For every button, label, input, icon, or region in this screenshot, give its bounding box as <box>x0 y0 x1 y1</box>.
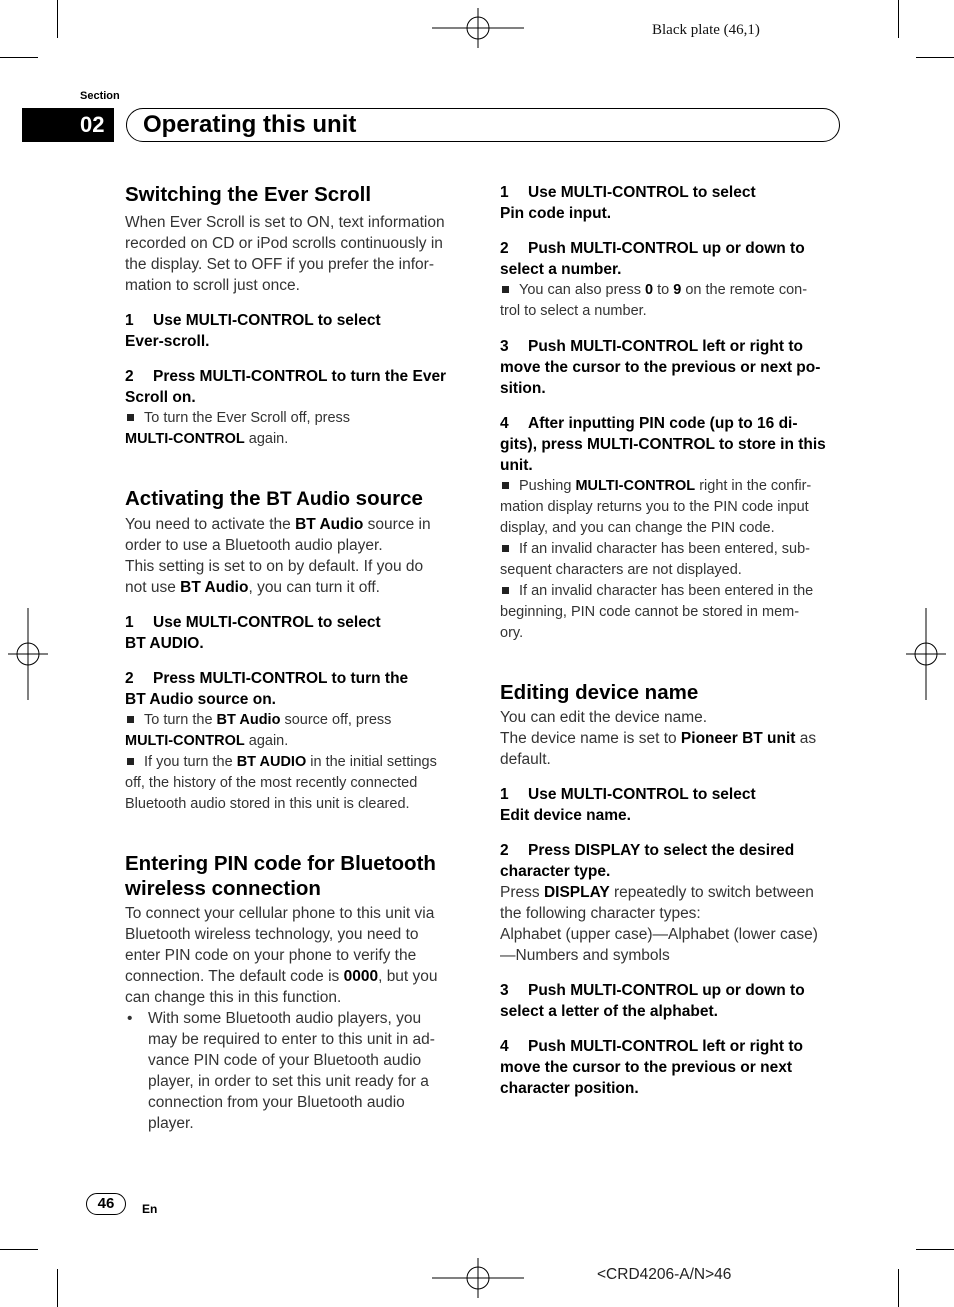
square-bullet-icon <box>127 716 134 723</box>
section-label: Section <box>80 90 120 102</box>
list-item-cont: connection from your Bluetooth audio <box>148 1094 405 1111</box>
body-line: Press DISPLAY repeatedly to switch between <box>500 884 814 901</box>
note-pin-3-cont: ory. <box>500 625 524 641</box>
step-name-3-cont: select a letter of the alphabet. <box>500 1003 718 1020</box>
heading-ever-scroll: Switching the Ever Scroll <box>125 183 372 206</box>
heading-edit-device-name: Editing device name <box>500 681 699 704</box>
step-name-2-cont: character type. <box>500 863 611 880</box>
step-ever-scroll-1: 1 Use MULTI-CONTROL to select <box>125 312 381 329</box>
heading-pin-code: Entering PIN code for Bluetooth <box>125 852 436 875</box>
registration-mark-icon <box>8 608 48 700</box>
registration-mark-icon <box>906 608 946 700</box>
step-name-1-cont: Edit device name. <box>500 807 631 824</box>
step-pin-2: 2 Push MULTI-CONTROL up or down to <box>500 240 805 257</box>
bullet-dot-icon: • <box>127 1010 133 1027</box>
step-name-1: 1 Use MULTI-CONTROL to select <box>500 786 756 803</box>
body-line: When Ever Scroll is set to ON, text information <box>125 214 445 231</box>
crop-mark <box>57 1269 58 1307</box>
crop-mark <box>57 0 58 38</box>
crop-mark <box>898 0 899 38</box>
language-label: En <box>142 1202 158 1216</box>
note-pin-1-cont: mation display returns you to the PIN code input <box>500 499 809 515</box>
step-name-3: 3 Push MULTI-CONTROL up or down to <box>500 982 805 999</box>
heading-pin-code-cont: wireless connection <box>125 877 321 900</box>
page-number: 46 <box>86 1193 126 1215</box>
step-bt-audio-1: 1 Use MULTI-CONTROL to select <box>125 614 381 631</box>
step-pin-4-cont: gits), press MULTI-CONTROL to store in this <box>500 436 826 453</box>
body-line: enter PIN code on your phone to verify the <box>125 947 417 964</box>
section-number: 02 <box>22 108 114 142</box>
note-bt-audio-1-cont: MULTI-CONTROL again. <box>125 733 289 749</box>
note-bt-audio-2: If you turn the BT AUDIO in the initial settings <box>125 752 469 773</box>
crop-mark <box>0 57 38 58</box>
square-bullet-icon <box>502 545 509 552</box>
list-item-cont: player, in order to set this unit ready for a <box>148 1073 429 1090</box>
body-line: mation to scroll just once. <box>125 277 300 294</box>
body-line: —Numbers and symbols <box>500 947 670 964</box>
step-name-2: 2 Press DISPLAY to select the desired <box>500 842 795 859</box>
step-pin-3: 3 Push MULTI-CONTROL left or right to <box>500 338 803 355</box>
step-ever-scroll-2: 2 Press MULTI-CONTROL to turn the Ever <box>125 368 447 385</box>
note-ever-scroll: To turn the Ever Scroll off, press <box>125 408 469 429</box>
step-pin-3-cont: sition. <box>500 380 546 397</box>
body-line: To connect your cellular phone to this unit via <box>125 905 435 922</box>
crop-mark <box>916 1249 954 1250</box>
body-line: order to use a Bluetooth audio player. <box>125 537 383 554</box>
body-line: the following character types: <box>500 905 701 922</box>
right-column <box>500 182 845 1099</box>
note-pin-number-cont: trol to select a number. <box>500 303 647 319</box>
registration-mark-icon <box>432 8 524 48</box>
step-bt-audio-2: 2 Press MULTI-CONTROL to turn the <box>125 670 409 687</box>
step-pin-1-cont: Pin code input. <box>500 205 612 222</box>
body-line: the display. Set to OFF if you prefer the infor- <box>125 256 434 273</box>
step-pin-3-cont: move the cursor to the previous or next po- <box>500 359 821 376</box>
crop-mark <box>0 1249 38 1250</box>
body-line: Bluetooth wireless technology, you need to <box>125 926 419 943</box>
square-bullet-icon <box>502 286 509 293</box>
step-name-4-cont: move the cursor to the previous or next <box>500 1059 792 1076</box>
list-item: • With some Bluetooth audio players, you <box>127 1010 422 1027</box>
section-title: Operating this unit <box>143 111 357 138</box>
note-pin-number: You can also press 0 to 9 on the remote con- <box>500 280 845 301</box>
note-bt-audio-2-cont: off, the history of the most recently connected <box>125 775 418 791</box>
square-bullet-icon <box>127 758 134 765</box>
note-pin-1-cont: display, and you can change the PIN code. <box>500 520 775 536</box>
step-ever-scroll-1-cont: Ever-scroll. <box>125 333 210 350</box>
body-line: The device name is set to Pioneer BT unit as <box>500 730 817 747</box>
note-bt-audio-2-cont: Bluetooth audio stored in this unit is cleared. <box>125 796 410 812</box>
crop-mark <box>898 1269 899 1307</box>
body-line: connection. The default code is 0000, but you <box>125 968 438 985</box>
note-pin-1: Pushing MULTI-CONTROL right in the confir- <box>500 476 845 497</box>
step-name-4: 4 Push MULTI-CONTROL left or right to <box>500 1038 803 1055</box>
body-line: recorded on CD or iPod scrolls continuously in <box>125 235 443 252</box>
heading-bt-audio: Activating the BT Audio source <box>125 487 423 510</box>
note-pin-2: If an invalid character has been entered, sub- <box>500 539 845 560</box>
plate-label: Black plate (46,1) <box>652 22 760 38</box>
body-line: default. <box>500 751 551 768</box>
step-pin-4-cont: unit. <box>500 457 533 474</box>
step-pin-4: 4 After inputting PIN code (up to 16 di- <box>500 415 798 432</box>
registration-mark-icon <box>432 1258 524 1298</box>
left-column <box>125 182 469 1134</box>
note-pin-3: If an invalid character has been entered in the <box>500 581 845 602</box>
body-line: not use BT Audio, you can turn it off. <box>125 579 380 596</box>
note-bt-audio-1: To turn the BT Audio source off, press <box>125 710 469 731</box>
note-ever-scroll-cont: MULTI-CONTROL again. <box>125 431 289 447</box>
body-line: This setting is set to on by default. If you do <box>125 558 424 575</box>
body-line: You need to activate the BT Audio source in <box>125 516 431 533</box>
note-pin-3-cont: beginning, PIN code cannot be stored in mem- <box>500 604 800 620</box>
list-item-cont: player. <box>148 1115 194 1132</box>
step-pin-1: 1 Use MULTI-CONTROL to select <box>500 184 756 201</box>
step-ever-scroll-2-cont: Scroll on. <box>125 389 196 406</box>
body-line: You can edit the device name. <box>500 709 708 726</box>
body-line: can change this in this function. <box>125 989 342 1006</box>
step-pin-2-cont: select a number. <box>500 261 622 278</box>
square-bullet-icon <box>127 414 134 421</box>
square-bullet-icon <box>502 482 509 489</box>
step-bt-audio-2-cont: BT Audio source on. <box>125 691 276 708</box>
note-pin-2-cont: sequent characters are not displayed. <box>500 562 742 578</box>
crop-mark <box>916 57 954 58</box>
step-name-4-cont: character position. <box>500 1080 639 1097</box>
document-code: <CRD4206-A/N>46 <box>597 1266 732 1283</box>
square-bullet-icon <box>502 587 509 594</box>
body-line: Alphabet (upper case)—Alphabet (lower case) <box>500 926 818 943</box>
list-item-cont: vance PIN code of your Bluetooth audio <box>148 1052 422 1069</box>
step-bt-audio-1-cont: BT AUDIO. <box>125 635 204 652</box>
list-item-cont: may be required to enter to this unit in ad- <box>148 1031 435 1048</box>
